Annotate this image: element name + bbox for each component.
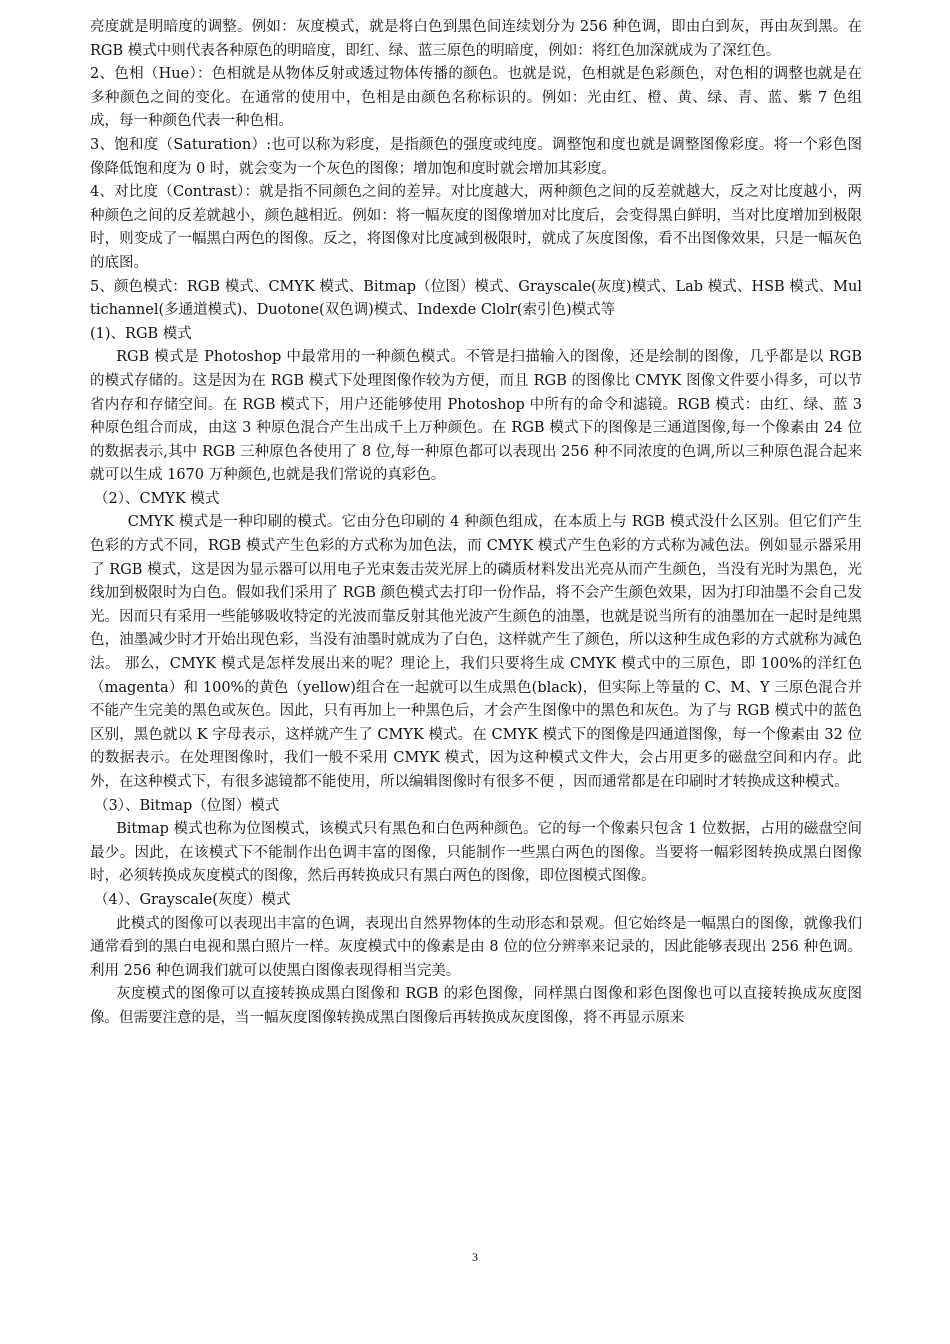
paragraph-grayscale-mode-1: 此模式的图像可以表现出丰富的色调，表现出自然界物体的生动形态和景观。但它始终是一幅黑白的图像，就像我们通常看到的黑白电视和黑白照片一样。灰度模式中的像素是由 8 位的位分辨率来记录的，因此能够表现出 256 种色调。利用 256 种色调我们就可以使黑白图像表现得相当完美。	[90, 915, 862, 979]
paragraph-bitmap-mode: Bitmap 模式也称为位图模式，该模式只有黑色和白色两种颜色。它的每一个像素只包含 1 位数据，占用的磁盘空间最少。因此，在该模式下不能制作出色调丰富的图像，只能制作一些黑白两色的图像。当要将一幅彩图转换成黑白图像时，必须转换成灰度模式的图像，然后再转换成只有黑白两色的图像，即位图模式图像。	[90, 821, 862, 885]
document-page	[90, 16, 862, 1031]
paragraph-rgb-mode: RGB 模式是 Photoshop 中最常用的一种颜色模式。不管是扫描输入的图像，还是绘制的图像，几乎都是以 RGB 的模式存储的。这是因为在 RGB 模式下处理图像作较为方便，而且 RGB 的图像比 CMYK 图像文件要小得多，可以节省内存和存储空间。在 RGB 模式下，用户还能够使用 Photoshop 中所有的命令和滤镜。RGB 模式：由红、绿、蓝 3 种原色组合而成，由这 3 种原色混合产生出成千上万种颜色。在 RGB 模式下的图像是三通道图像,每一个像素由 24 位的数据表示,其中 RGB 三种原色各使用了 8 位,每一种原色都可以表现出 256 种不同浓度的色调,所以三种原色混合起来就可以生成 1670 万种颜色,也就是我们常说的真彩色。	[90, 349, 862, 484]
paragraph-brightness-continued: 亮度就是明暗度的调整。例如：灰度模式，就是将白色到黑色间连续划分为 256 种色调，即由白到灰，再由灰到黑。在 RGB 模式中则代表各种原色的明暗度，即红、绿、蓝三原色的明暗度，例如：将红色加深就成为了深红色。	[90, 19, 862, 59]
paragraph-grayscale-mode-2: 灰度模式的图像可以直接转换成黑白图像和 RGB 的彩色图像，同样黑白图像和彩色图像也可以直接转换成灰度图像。但需要注意的是，当一幅灰度图像转换成黑白图像后再转换成灰度图像，将不再显示原来	[90, 986, 862, 1026]
paragraph-saturation: 3、饱和度（Saturation）:也可以称为彩度，是指颜色的强度或纯度。调整饱和度也就是调整图像彩度。将一个彩色图像降低饱和度为 0 时，就会变为一个灰色的图像；增加饱和度时就会增加其彩度。	[90, 136, 862, 177]
paragraph-contrast: 4、对比度（Contrast）：就是指不同颜色之间的差异。对比度越大，两种颜色之间的反差就越大，反之对比度越小，两种颜色之间的反差就越小，颜色越相近。例如：将一幅灰度的图像增加对比度后，会变得黑白鲜明，当对比度增加到极限时，则变成了一幅黑白两色的图像。反之，将图像对比度减到极限时，就成了灰度图像，看不出图像效果，只是一幅灰色的底图。	[90, 184, 862, 271]
paragraph-color-modes: 5、颜色模式：RGB 模式、CMYK 模式、Bitmap（位图）模式、Grayscale(灰度)模式、Lab 模式、HSB 模式、Multichannel(多通道模式)、Duotone(双色调)模式、Indexde Clolr(索引色)模式等	[90, 278, 862, 319]
heading-rgb-mode: (1)、RGB 模式	[90, 325, 192, 342]
heading-cmyk-mode: （2）、CMYK 模式	[94, 490, 220, 507]
paragraph-cmyk-mode: CMYK 模式是一种印刷的模式。它由分色印刷的 4 种颜色组成，在本质上与 RGB 模式没什么区别。但它们产生色彩的方式不同，RGB 模式产生色彩的方式称为加色法，而 CMYK 模式产生色彩的方式称为减色法。例如显示器采用了 RGB 模式，这是因为显示器可以用电子光束轰击荧光屏上的磷质材料发出光亮从而产生颜色，当没有光时为黑色，光线加到极限时为白色。假如我们采用了 RGB 颜色模式去打印一份作品，将不会产生颜色效果，因为打印油墨不会自己发光。因而只有采用一些能够吸收特定的光波而靠反射其他光波产生颜色的油墨，也就是说当所有的油墨加在一起时是纯黑色，油墨减少时才开始出现色彩，当没有油墨时就成为了白色，这样就产生了颜色，所以这种生成色彩的方式就称为减色法。 那么，CMYK 模式是怎样发展出来的呢？理论上，我们只要将生成 CMYK 模式中的三原色，即 100%的洋红色（magenta）和 100%的黄色（yellow)组合在一起就可以生成黑色(black)，但实际上等量的 C、M、Y 三原色混合并不能产生完美的黑色或灰色。因此，只有再加上一种黑色后，才会产生图像中的黑色和灰色。为了与 RGB 模式中的蓝色区别，黑色就以 K 字母表示，这样就产生了 CMYK 模式。在 CMYK 模式下的图像是四通道图像，每一个像素由 32 位的数据表示。在处理图像时，我们一般不采用 CMYK 模式，因为这种模式文件大，会占用更多的磁盘空间和内存。此外，在这种模式下，有很多滤镜都不能使用，所以编辑图像时有很多不便 ，因而通常都是在印刷时才转换成这种模式。	[90, 514, 862, 790]
page-number: 3	[472, 1250, 478, 1264]
heading-bitmap-mode: （3）、Bitmap（位图）模式	[94, 797, 280, 814]
heading-grayscale-mode: （4）、Grayscale(灰度）模式	[94, 891, 291, 908]
paragraph-hue: 2、色相（Hue）：色相就是从物体反射或透过物体传播的颜色。也就是说，色相就是色彩颜色，对色相的调整也就是在多种颜色之间的变化。在通常的使用中，色相是由颜色名称标识的。例如：光由红、橙、黄、绿、青、蓝、紫 7 色组成，每一种颜色代表一种色相。	[90, 66, 862, 130]
